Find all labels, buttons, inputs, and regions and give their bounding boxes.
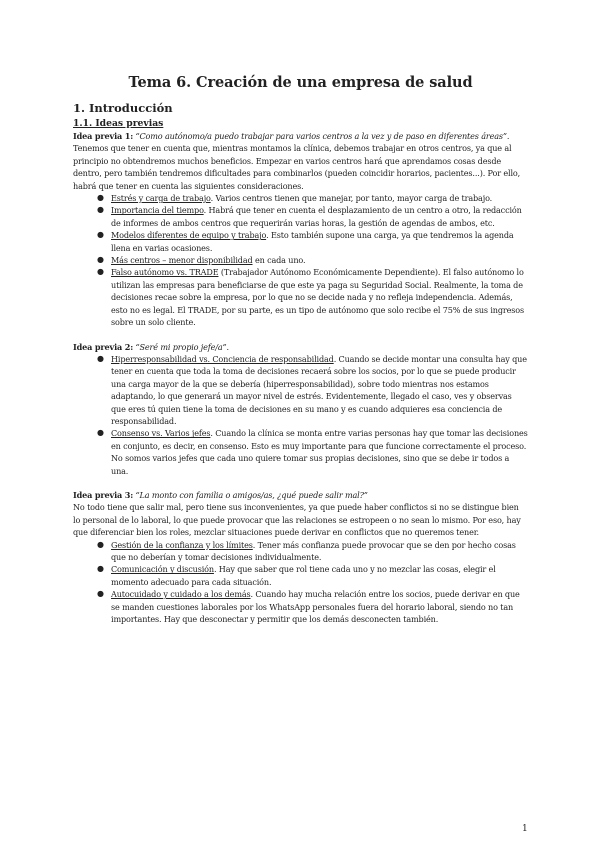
bullet-icon: ● xyxy=(97,539,104,549)
list-item-text: . Cuando se decide montar una consulta hay que tener en cuenta que toda la toma de decisiones recaerá sobre los socios, por lo que se puede producir una carga mayor de la que se debería (hiperresponsabilidad), sobre todo mientras nos estamos adaptando, lo que generará un mayor nivel de estrés. Evidentemente, llegado el caso, ves y observas que eres tú quien tiene la toma de decisiones en su mano y es cuando adquieres esa conciencia de responsabilidad. xyxy=(111,353,527,426)
list-item-text: . Habrá que tener en cuenta el desplazamiento de un centro a otro, la redacción de informes de ambos centros que requerirán varias horas, la gestión de agendas de ambos, etc. xyxy=(111,205,522,228)
list-item-term: Importancia del tiempo xyxy=(111,205,204,216)
list-item xyxy=(97,204,528,229)
list-item-term: Modelos diferentes de equipo y trabajo xyxy=(111,230,267,241)
list-item xyxy=(97,192,528,204)
list-item-term: Hiperresponsabilidad vs. Conciencia de responsabilidad xyxy=(111,353,334,364)
idea-2-label: Idea previa 2: xyxy=(73,341,134,352)
bullet-icon: ● xyxy=(97,255,104,265)
idea-2-list xyxy=(73,353,528,477)
subsection-heading: 1.1. Ideas previas xyxy=(73,118,164,129)
list-item xyxy=(97,563,528,588)
bullet-icon: ● xyxy=(97,193,104,203)
idea-2-quote: “Seré mi propio jefe/a”. xyxy=(135,341,229,352)
list-item-term: Comunicación y discusión xyxy=(111,564,214,575)
list-item-text: (Trabajador Autónomo Económicamente Dependiente). El falso autónomo lo utilizan las empresas para beneficiarse de que este ya paga su Seguridad Social. Realmente, la toma de decisiones recae sobre la empresa, por lo que no se decide nada y no refleja independencia. Además, esto no es legal. El TRADE, por su parte, es un tipo de autónomo que solo recibe el 75% de sus ingresos sobre un solo cliente. xyxy=(111,267,524,328)
list-item-text: . Hay que saber que rol tiene cada uno y no mezclar las cosas, elegir el momento adecuado para cada situación. xyxy=(111,564,496,587)
bullet-icon: ● xyxy=(97,267,104,277)
bullet-icon: ● xyxy=(97,564,104,574)
list-item-term: Falso autónomo vs. TRADE xyxy=(111,267,219,278)
list-item-term: Consenso vs. Varios jefes xyxy=(111,428,211,439)
idea-1-list xyxy=(73,192,528,328)
bullet-icon: ● xyxy=(97,428,104,438)
list-item-text: en cada uno. xyxy=(252,255,306,266)
spacer xyxy=(73,477,528,489)
idea-2-lead xyxy=(73,341,528,353)
idea-3-body: No todo tiene que salir mal, pero tiene sus inconvenientes, ya que puede haber conflictos si no se distingue bien lo personal de lo laboral, lo que puede provocar que las relaciones se estropeen o no sean lo mismo. Por eso, hay que diferenciar bien los roles, mezclar situaciones puede derivar en conflictos que no queremos tener. xyxy=(73,502,521,538)
document-page xyxy=(73,74,528,625)
bullet-icon: ● xyxy=(97,353,104,363)
idea-3-quote: “La monto con familia o amigos/as, ¿qué puede salir mal?” xyxy=(135,489,368,500)
list-item xyxy=(97,266,528,328)
page-number: 1 xyxy=(522,824,528,834)
idea-1-lead xyxy=(73,130,528,142)
list-item xyxy=(97,229,528,254)
idea-3-list xyxy=(73,539,528,626)
idea-1-label: Idea previa 1: xyxy=(73,131,134,141)
idea-1-body: Tenemos que tener en cuenta que, mientras montamos la clínica, debemos trabajar en otros centros, ya que al principio no obtendremos muchos beneficios. Empezar en varios centros hará que aprendamos cosas desde dentro, pero también tendremos dificultades para combinarlos (pueden coincidir horarios, pacientes...). Por ello, habrá que tener en cuenta las siguientes consideraciones. xyxy=(73,143,521,191)
list-item-term: Más centros – menor disponibilidad xyxy=(111,255,253,266)
bullet-icon: ● xyxy=(97,205,104,215)
list-item xyxy=(97,539,528,564)
list-item-text: . Cuando la clínica se monta entre varias personas hay que tomar las decisiones en conjunto, es decir, en consenso. Esto es muy importante para que funcione correctamente el proceso. No somos varios jefes que cada uno quiere tomar sus propias decisiones, sino que se debe ir todos a una. xyxy=(111,428,528,476)
idea-3-lead xyxy=(73,489,528,501)
list-item-text: . Tener más confianza puede provocar que se den por hecho cosas que no deberían y tomar decisiones individualmente. xyxy=(111,539,516,562)
list-item xyxy=(97,254,528,266)
idea-3-label: Idea previa 3: xyxy=(73,489,134,500)
document-title: Tema 6. Creación de una empresa de salud xyxy=(128,74,473,91)
bullet-icon: ● xyxy=(97,589,104,599)
list-item-term: Autocuidado y cuidado a los demás xyxy=(111,589,251,600)
bullet-icon: ● xyxy=(97,230,104,240)
list-item-text: . Varios centros tienen que manejar, por tanto, mayor carga de trabajo. xyxy=(210,193,493,204)
idea-1-quote: “Como autónomo/a puedo trabajar para varios centros a la vez y de paso en diferentes áreas”. xyxy=(135,131,510,141)
list-item-text: . Esto también supone una carga, ya que tendremos la agenda llena en varias ocasiones. xyxy=(111,230,514,253)
section-heading: 1. Introducción xyxy=(73,101,173,115)
spacer xyxy=(73,329,528,341)
list-item xyxy=(97,588,528,625)
list-item-term: Estrés y carga de trabajo xyxy=(111,193,211,204)
list-item-term: Gestión de la confianza y los límites xyxy=(111,539,253,550)
list-item xyxy=(97,353,528,427)
list-item xyxy=(97,427,528,477)
list-item-text: . Cuando hay mucha relación entre los socios, puede derivar en que se manden cuestiones laborales por los WhatsApp personales fuera del horario laboral, siendo no tan importantes. Hay que desconectar y permitir que los demás desconecten también. xyxy=(111,589,520,625)
